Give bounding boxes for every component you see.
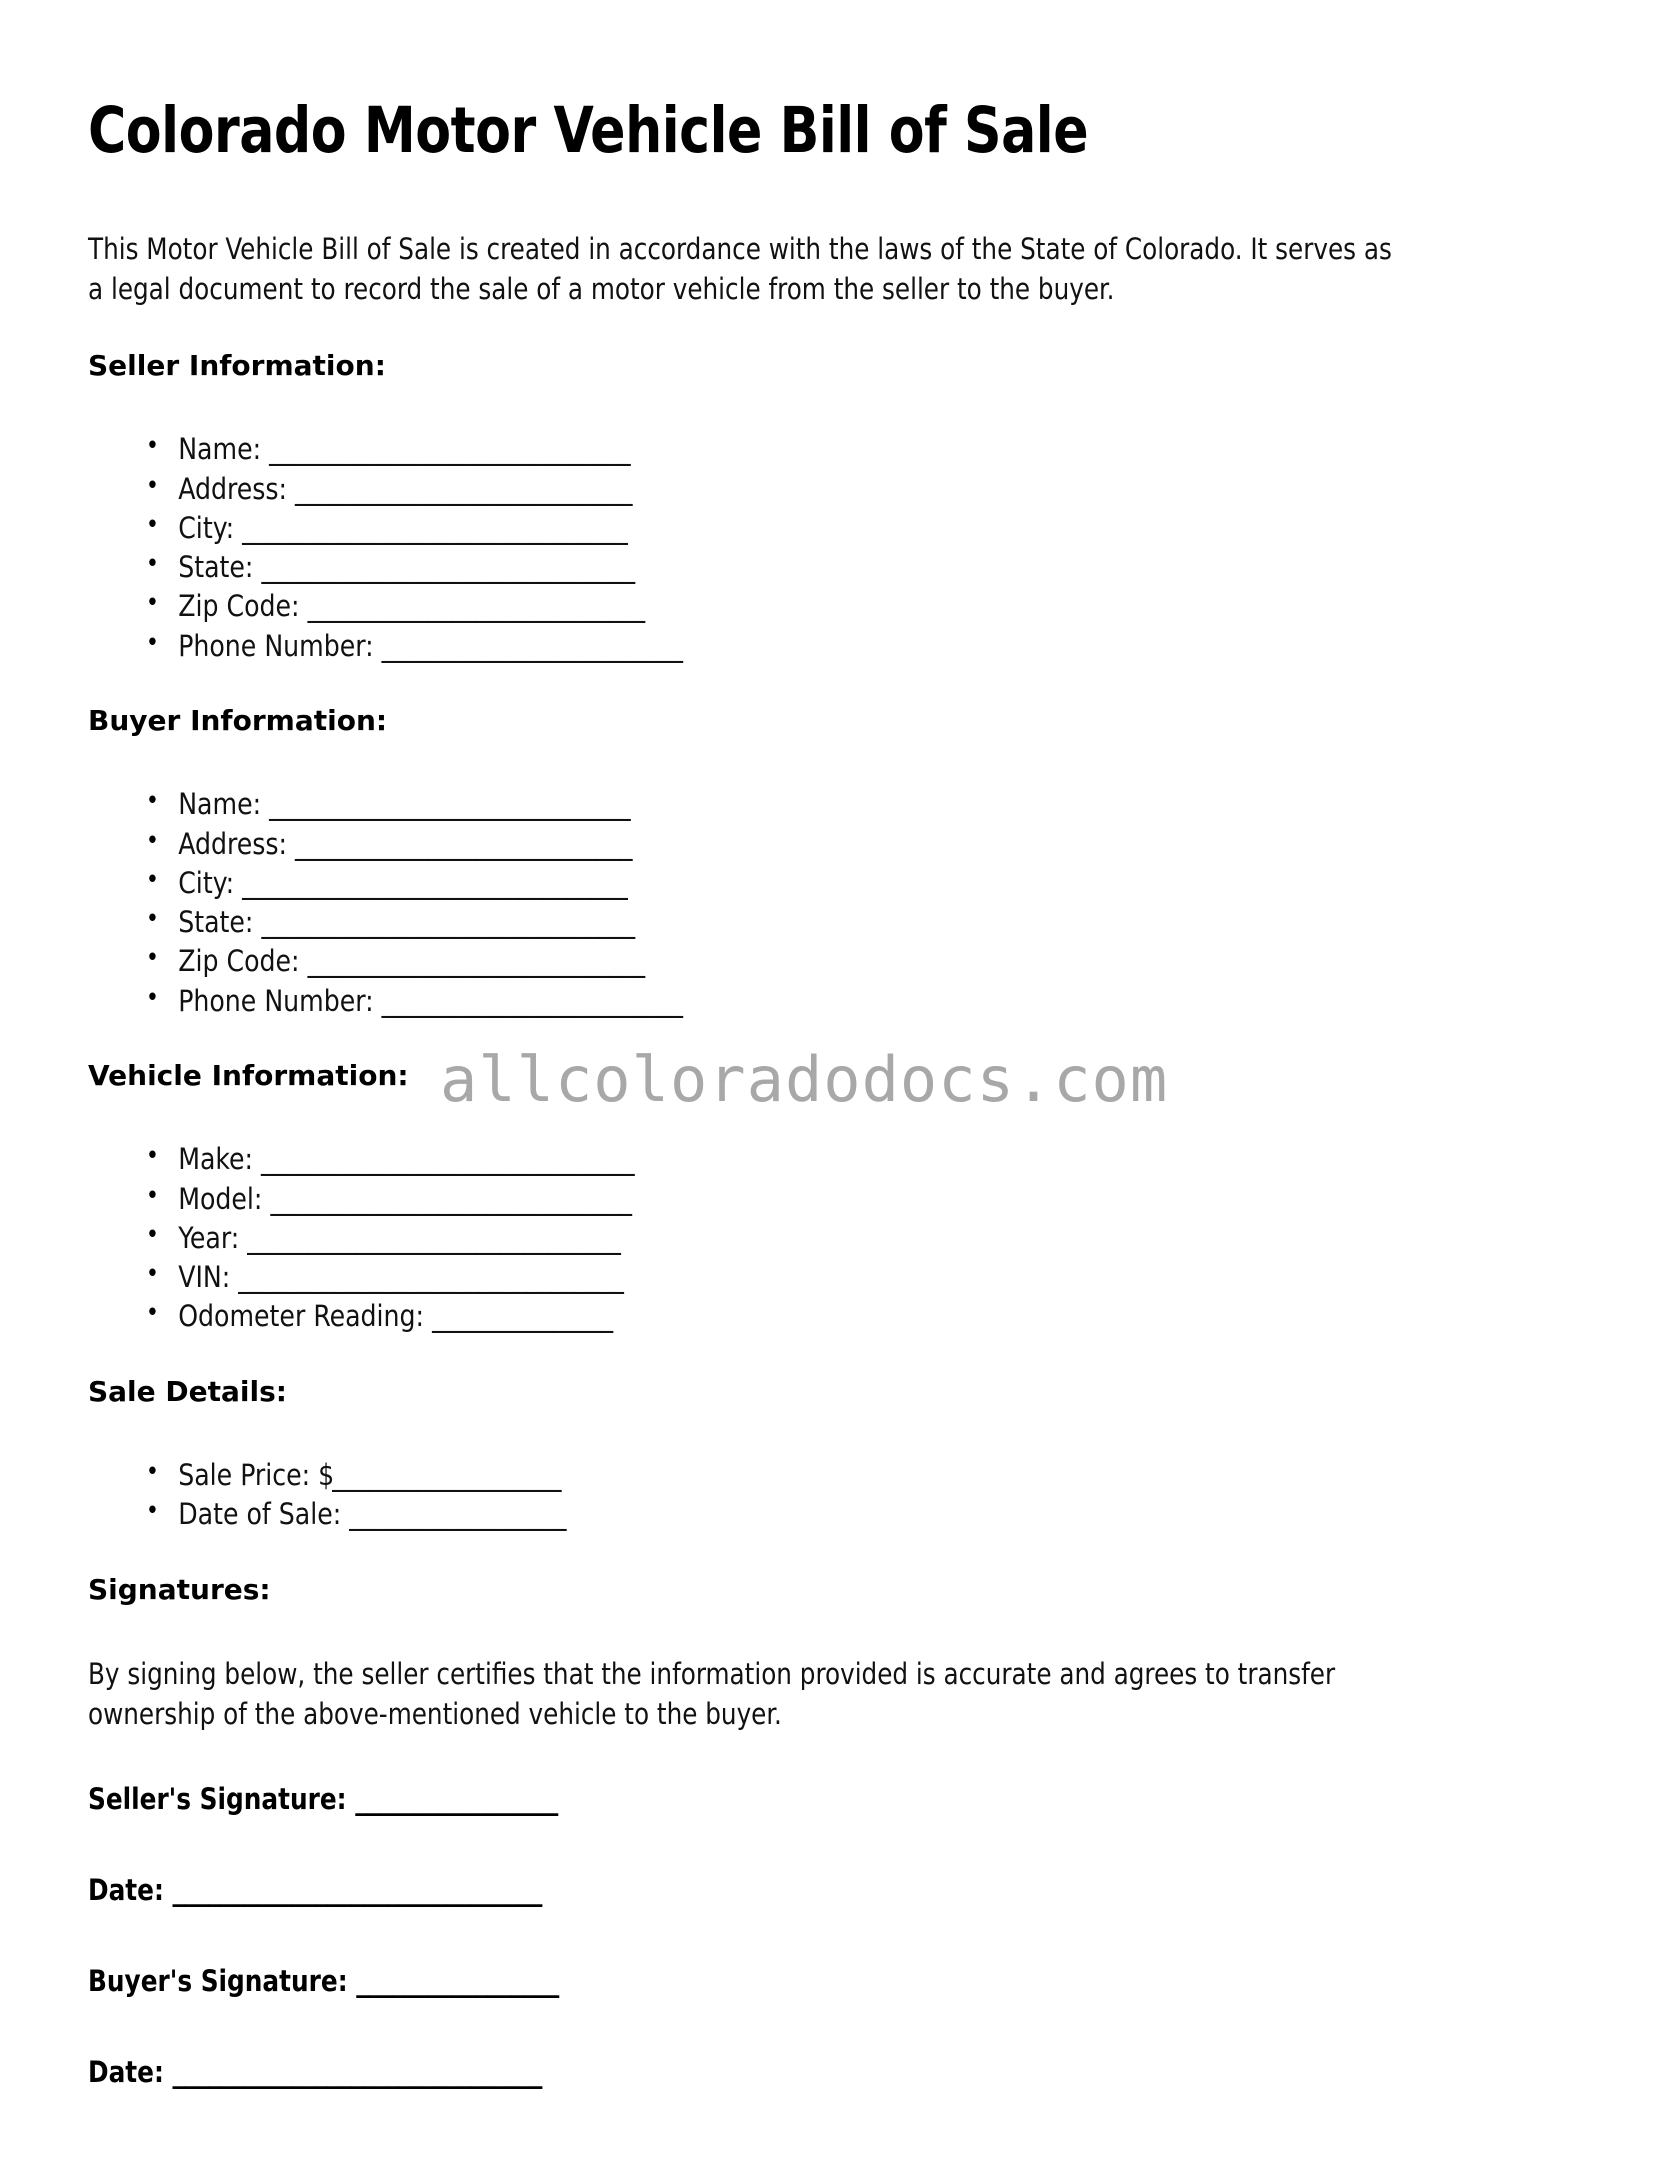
intro-paragraph: This Motor Vehicle Bill of Sale is created in accordance with the laws of the State of Colorado. It serves as a legal document to record the sale of a motor vehicle from the seller to the buyer. <box>88 231 1392 306</box>
sale-details-heading: Sale Details: <box>88 1374 287 1408</box>
list-item <box>144 785 1487 824</box>
field-blank[interactable]: ________________________________ <box>242 510 628 545</box>
field-blank[interactable]: _______________________________ <box>261 550 635 585</box>
field-blank[interactable]: _______________ <box>432 1299 613 1334</box>
list-item <box>144 903 1487 942</box>
certification-paragraph: By signing below, the seller certifies that the information provided is accurate and agrees to transfer ownership of the above-mentioned vehicle to the buyer. <box>88 1657 1336 1732</box>
buyer-date-label: Date: <box>88 2054 164 2089</box>
field-blank[interactable]: ______________________________ <box>269 432 631 467</box>
field-label: Zip Code: <box>178 589 300 624</box>
field-label: Date of Sale: <box>178 1497 342 1532</box>
field-label: Name: <box>178 432 262 467</box>
seller-signature-line <box>88 1782 1485 1817</box>
field-label: State: <box>178 905 254 940</box>
field-label: Sale Price: $ <box>178 1458 335 1493</box>
seller-signature-blank[interactable]: _________________ <box>355 1782 558 1817</box>
field-blank[interactable]: ____________________________ <box>295 826 632 861</box>
list-item <box>144 825 1487 864</box>
list-item <box>144 942 1487 981</box>
field-label: VIN: <box>178 1260 231 1295</box>
list-item <box>144 1258 1487 1297</box>
list-item <box>144 587 1487 626</box>
sale-details-section-header <box>88 1375 1558 1433</box>
field-blank[interactable]: ____________________________ <box>295 471 632 506</box>
field-label: Make: <box>178 1142 254 1177</box>
list-item <box>144 1456 1487 1495</box>
field-blank[interactable]: _______________________________ <box>261 1142 635 1177</box>
list-item <box>144 509 1487 548</box>
field-blank[interactable]: ________________________________ <box>242 865 628 900</box>
field-blank[interactable]: ________________________________ <box>238 1260 624 1295</box>
seller-information-heading: Seller Information: <box>88 348 386 382</box>
vehicle-information-heading: Vehicle Information: <box>88 1058 409 1092</box>
buyer-information-heading: Buyer Information: <box>88 703 388 737</box>
field-blank[interactable]: ____________________________ <box>307 589 645 624</box>
sale-details-field-list <box>88 1456 1558 1534</box>
document-content <box>88 96 1558 2146</box>
list-item <box>144 1219 1487 1258</box>
field-blank[interactable]: __________________ <box>349 1497 566 1532</box>
buyer-signature-line <box>88 1964 1485 1999</box>
field-blank[interactable]: _______________________________ <box>261 905 635 940</box>
field-blank[interactable]: _______________________________ <box>247 1220 621 1255</box>
seller-section-header <box>88 349 1558 407</box>
field-label: Zip Code: <box>178 944 300 979</box>
list-item <box>144 470 1487 509</box>
buyer-date-blank[interactable]: _______________________________ <box>172 2054 542 2089</box>
buyer-field-list <box>88 785 1558 1020</box>
vehicle-section-header <box>88 1059 1558 1117</box>
list-item <box>144 1140 1487 1179</box>
field-label: Name: <box>178 787 262 822</box>
buyer-signature-blank[interactable]: _________________ <box>356 1964 559 1998</box>
seller-date-blank[interactable]: _______________________________ <box>172 1873 542 1908</box>
list-item <box>144 627 1487 666</box>
vehicle-field-list <box>88 1140 1558 1336</box>
list-item <box>144 430 1487 469</box>
field-label: Phone Number: <box>178 983 374 1018</box>
list-item <box>144 548 1487 587</box>
field-label: Phone Number: <box>178 628 374 663</box>
site-watermark: allcoloradodocs.com <box>440 1043 1169 1116</box>
page-title: Colorado Motor Vehicle Bill of Sale <box>88 94 1089 167</box>
seller-signature-label: Seller's Signature: <box>88 1782 347 1817</box>
field-label: Year: <box>178 1220 240 1255</box>
list-item <box>144 982 1487 1021</box>
list-item <box>144 1495 1487 1534</box>
buyer-date-line <box>88 2055 1485 2090</box>
seller-date-label: Date: <box>88 1873 164 1908</box>
field-blank[interactable]: _________________________ <box>381 628 683 663</box>
field-blank[interactable]: _________________________ <box>381 983 683 1018</box>
field-label: City: <box>178 865 235 900</box>
field-blank[interactable]: ______________________________ <box>269 787 631 822</box>
list-item <box>144 1180 1487 1219</box>
field-blank[interactable]: ______________________________ <box>270 1181 632 1216</box>
field-label: Model: <box>178 1181 263 1216</box>
signatures-section-header <box>88 1573 1558 1631</box>
field-label: City: <box>178 510 235 545</box>
field-label: Odometer Reading: <box>178 1299 425 1334</box>
buyer-section-header <box>88 704 1558 762</box>
signatures-heading: Signatures: <box>88 1572 271 1606</box>
field-blank[interactable]: ____________________________ <box>307 944 645 979</box>
buyer-signature-label: Buyer's Signature: <box>88 1964 348 1998</box>
list-item <box>144 1297 1487 1336</box>
seller-field-list <box>88 430 1558 665</box>
list-item <box>144 864 1487 903</box>
field-blank[interactable]: ___________________ <box>332 1458 561 1493</box>
field-label: Address: <box>178 826 288 861</box>
field-label: State: <box>178 550 254 585</box>
seller-date-line <box>88 1873 1485 1908</box>
field-label: Address: <box>178 471 288 506</box>
